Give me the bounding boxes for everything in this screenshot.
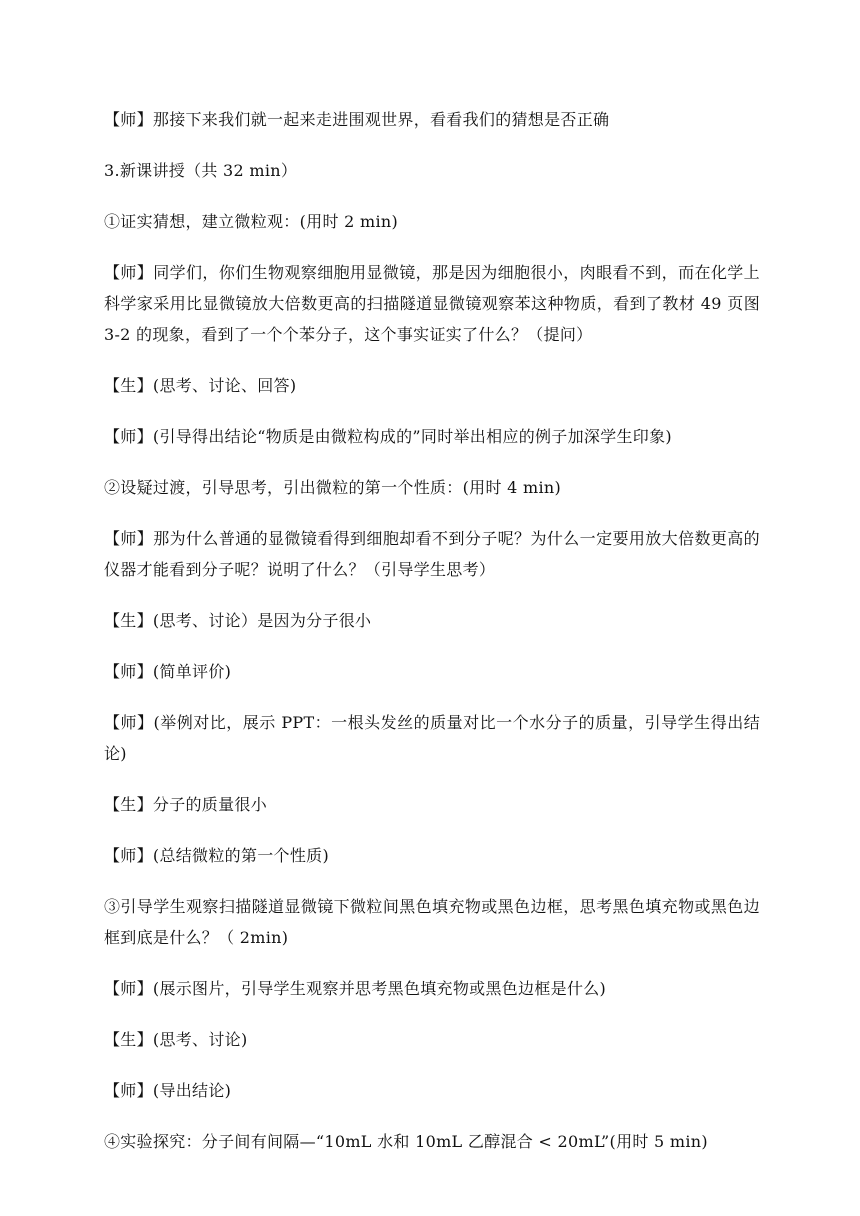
- step-4-heading: ④实验探究：分子间有间隔—“10mL 水和 10mL 乙醇混合 < 20mL”(用时 5 min): [104, 1132, 708, 1151]
- paragraph-gap: [104, 1004, 760, 1024]
- paragraph-gap: [104, 636, 760, 656]
- paragraph-student-response: 【生】(思考、讨论、回答): [104, 376, 297, 395]
- paragraph-teacher-evaluate: 【师】(简单评价): [104, 662, 232, 681]
- paragraph-gap: [104, 769, 760, 789]
- paragraph-gap: [104, 401, 760, 421]
- paragraph-teacher-compare: 【师】(举例对比，展示 PPT：一根头发丝的质量对比一个水分子的质量，引导学生得出结论): [104, 713, 760, 763]
- paragraph-gap: [104, 135, 760, 155]
- paragraph-teacher-show-image: 【师】(展示图片，引导学生观察并思考黑色填充物或黑色边框是什么): [104, 979, 607, 998]
- paragraph-gap: [104, 186, 760, 206]
- paragraph-gap: [104, 871, 760, 891]
- paragraph-student-mass: 【生】分子的质量很小: [104, 795, 268, 814]
- paragraph-teacher-summary: 【师】(总结微粒的第一个性质): [104, 846, 329, 865]
- paragraph-teacher-question: 【师】同学们，你们生物观察细胞用显微镜，那是因为细胞很小，肉眼看不到，而在化学上科学家采用比显微镜放大倍数更高的扫描隧道显微镜观察苯这种物质，看到了教材 49 页图 3-2 的现象，看到了一个个苯分子，这个事实证实了什么？（提问）: [104, 263, 760, 344]
- paragraph-gap: [104, 452, 760, 472]
- paragraph-gap: [104, 820, 760, 840]
- step-2-heading: ②设疑过渡，引导思考，引出微粒的第一个性质：(用时 4 min): [104, 478, 562, 497]
- paragraph-gap: [104, 687, 760, 707]
- paragraph-gap: [104, 953, 760, 973]
- paragraph-gap: [104, 237, 760, 257]
- paragraph-student-small: 【生】(思考、讨论）是因为分子很小: [104, 611, 372, 630]
- paragraph-teacher-why-question: 【师】那为什么普通的显微镜看得到细胞却看不到分子呢？为什么一定要用放大倍数更高的仪器才能看到分子呢？说明了什么？（引导学生思考）: [104, 529, 760, 579]
- paragraph-teacher-conclusion: 【师】(引导得出结论“物质是由微粒构成的”同时举出相应的例子加深学生印象): [104, 427, 672, 446]
- paragraph-gap: [104, 350, 760, 370]
- document-body: [104, 104, 760, 1157]
- paragraph-gap: [104, 503, 760, 523]
- paragraph-student-discuss: 【生】(思考、讨论): [104, 1030, 248, 1049]
- paragraph-gap: [104, 585, 760, 605]
- paragraph-teacher-intro: 【师】那接下来我们就一起来走进围观世界，看看我们的猜想是否正确: [104, 110, 610, 129]
- paragraph-teacher-derive: 【师】(导出结论): [104, 1081, 232, 1100]
- paragraph-gap: [104, 1106, 760, 1126]
- paragraph-gap: [104, 1055, 760, 1075]
- step-1-heading: ①证实猜想，建立微粒观：(用时 2 min): [104, 212, 399, 231]
- section-heading-new-lesson: 3.新课讲授（共 32 min）: [104, 161, 298, 180]
- step-3-heading: ③引导学生观察扫描隧道显微镜下微粒间黑色填充物或黑色边框，思考黑色填充物或黑色边框到底是什么？（ 2min): [104, 897, 760, 947]
